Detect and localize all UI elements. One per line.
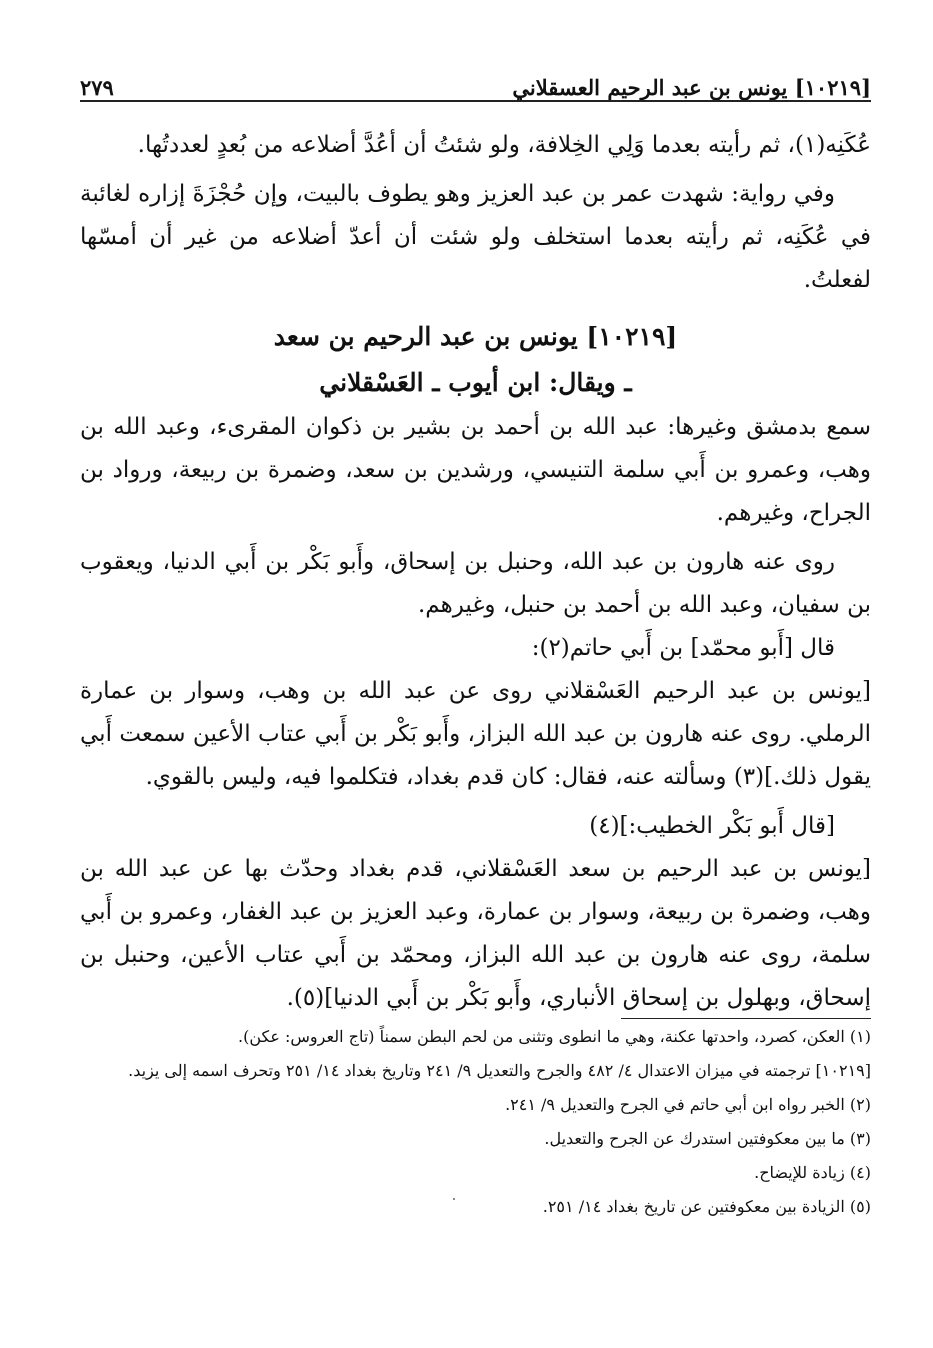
entry-heading-line1: [١٠٢١٩] يونس بن عبد الرحيم بن سعد — [273, 322, 678, 351]
footnote-3: (٣) ما بين معكوفتين استدرك عن الجرح والتعديل. — [544, 1129, 871, 1148]
footnote-5: (٥) الزيادة بين معكوفتين عن تاريخ بغداد ١٤/ ٢٥١. — [542, 1197, 871, 1216]
main-text — [80, 124, 871, 1020]
scan-speck — [453, 1198, 455, 1200]
page-header — [80, 62, 871, 100]
footnotes — [80, 1020, 871, 1224]
footnote-1: (١) العكن، كصرد، واحدتها عكنة، وهي ما انطوى وتثنى من لحم البطن سمناً (تاج العروس: عكن). — [238, 1027, 871, 1046]
paragraph-narration: وفي رواية: شهدت عمر بن عبد العزيز وهو يطوف بالبيت، وإن حُجْزَةَ إزاره لغائبة في عُكَنِه، ثم رأيته بعدما استخلف ولو شئت أن أعدّ أضلاعه من غير أن أمسّها لفعلتُ. — [80, 181, 871, 293]
paragraph-khatib-intro: [قال أَبو بَكْر الخطيب:](٤) — [589, 813, 835, 839]
footnote-4: (٤) زيادة للإيضاح. — [754, 1163, 871, 1182]
header-rule — [80, 100, 871, 102]
paragraph-continuation: عُكَنِه(١)، ثم رأيته بعدما وَلِي الخِلافة، ولو شئتُ أن أعُدَّ أضلاعه من بُعدٍ لعددتُها. — [137, 132, 871, 158]
paragraph-khatib: [يونس بن عبد الرحيم بن سعد العَسْقلاني، قدم بغداد وحدّث بها عن عبد الله بن وهب، وضمرة بن ربيعة، وسوار بن عمارة، وعبد العزيز بن عبد الغفار، وعمرو بن أَبي سلمة، روى عنه هارون بن عبد الله البزاز، ومحمّد بن أَبي عتاب الأعين، وحنبل بن إسحاق، وبهلول بن إسحاق الأنباري، وأَبو بَكْر بن أَبي الدنيا](٥). — [80, 856, 871, 1011]
paragraph-quote-intro: قال [أَبو محمّد] بن أَبي حاتم(٢): — [531, 635, 835, 661]
page-number: ٢٧٩ — [80, 75, 114, 100]
footnote-entry-sources: [١٠٢١٩] ترجمته في ميزان الاعتدال ٤/ ٤٨٢ والجرح والتعديل ٩/ ٢٤١ وتاريخ بغداد ١٤/ ٢٥١ وتحرف اسمه إلى يزيد. — [128, 1061, 871, 1080]
paragraph-students: روى عنه هارون بن عبد الله، وحنبل بن إسحاق، وأَبو بَكْر بن أَبي الدنيا، ويعقوب بن سفيان، وعبد الله بن أحمد بن حنبل، وغيرهم. — [80, 549, 871, 618]
footnote-2: (٢) الخبر رواه ابن أبي حاتم في الجرح والتعديل ٩/ ٢٤١. — [505, 1095, 871, 1114]
running-title: [١٠٢١٩] يونس بن عبد الرحيم العسقلاني — [512, 75, 871, 100]
entry-heading-line2: ـ ويقال: ابن أيوب ـ العَسْقلاني — [319, 368, 632, 397]
entry-heading — [80, 314, 871, 406]
paragraph-abi-hatim: [يونس بن عبد الرحيم العَسْقلاني روى عن عبد الله بن وهب، وسوار بن عمارة الرملي. روى عنه هارون بن عبد الله البزاز، وأَبو بَكْر بن أَبي عتاب الأعين سمعت أَبي يقول ذلك.](٣) وسألته عنه، فقال: كان قدم بغداد، فتكلموا فيه، وليس بالقوي. — [80, 678, 871, 790]
paragraph-teachers: سمع بدمشق وغيرها: عبد الله بن أحمد بن بشير بن ذكوان المقرىء، وعبد الله بن وهب، وعمرو بن أَبي سلمة التنيسي، ورشدين بن سعد، وضمرة بن ربيعة، ورواد بن الجراح، وغيرهم. — [80, 414, 871, 526]
footnote-rule — [621, 1018, 871, 1019]
